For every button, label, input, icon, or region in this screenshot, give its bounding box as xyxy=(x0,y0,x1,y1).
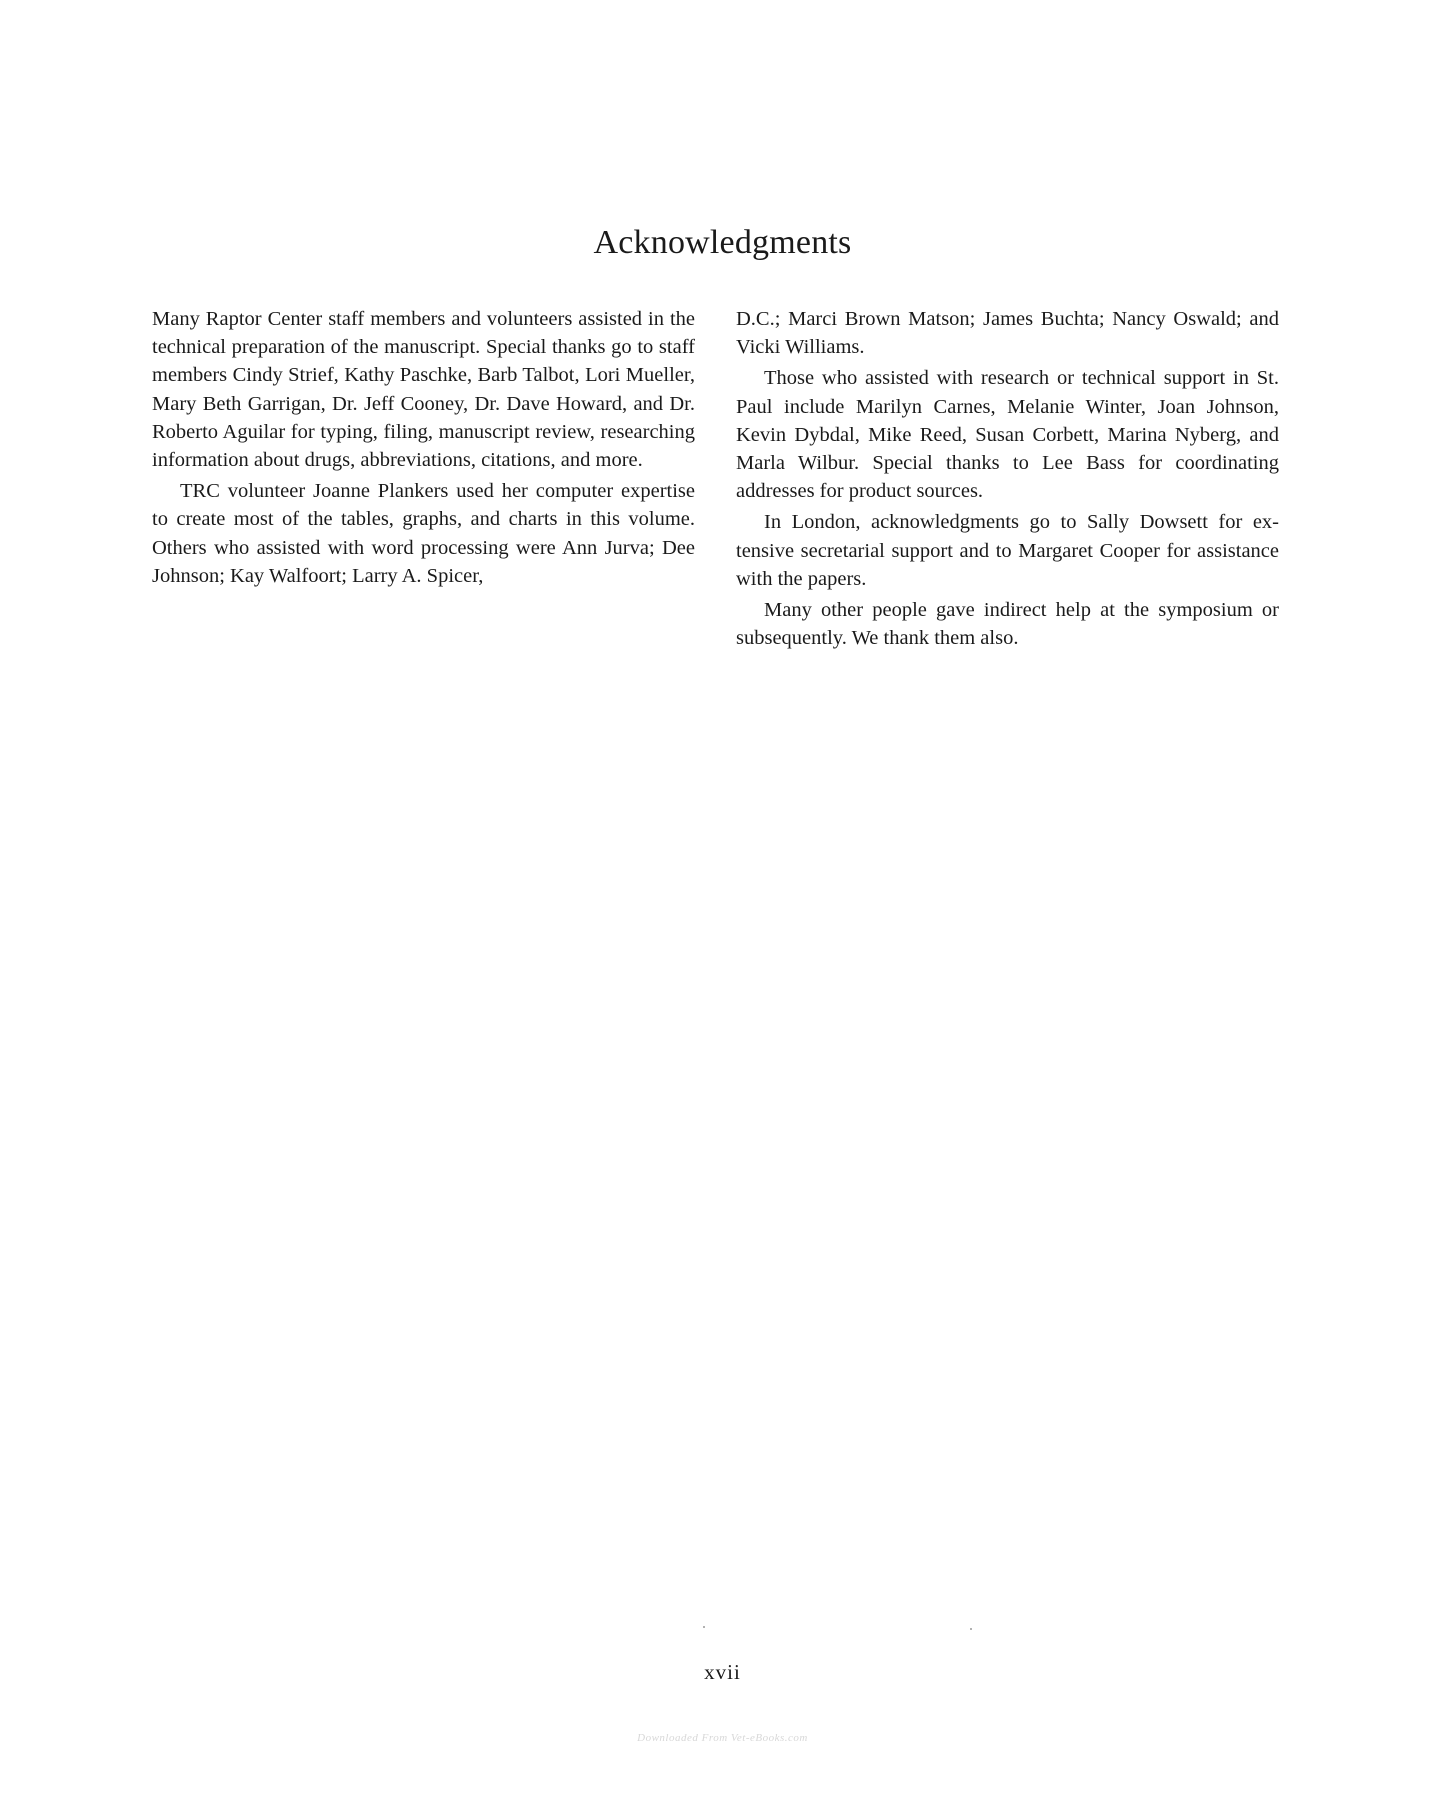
paragraph-continued-names: D.C.; Marci Brown Matson; James Buchta; Nancy Oswald; and Vicki Williams. xyxy=(736,308,1279,359)
scan-speck xyxy=(970,1628,972,1630)
left-column xyxy=(152,305,695,593)
paragraph-staff-thanks: Many Raptor Center staff members and volunteers assisted in the technical preparation of the manuscript. Special thanks go to staff members Cindy Strief, Kathy Paschke, Barb Talbot, Lori Mueller, Mary Beth Garrigan, Dr. Jeff Cooney, Dr. Dave Howard, and Dr. Roberto Aguilar for typing, filing, manuscript review, researching information about drugs, abbreviations, citations, and more. xyxy=(152,308,695,472)
paragraph-st-paul-support: Those who assisted with research or technical support in St. Paul include Marilyn Carnes, Melanie Winter, Joan Johnson, Kevin Dybdal, Mike Reed, Susan Corbett, Marina Nyberg, and Marla Wilbur. Special thanks to Lee Bass for coordinating addresses for product sources. xyxy=(736,367,1279,503)
right-column xyxy=(736,305,1279,655)
paragraph-closing-thanks: Many other people gave indirect help at the symposium or subsequently. We thank them also. xyxy=(736,599,1279,650)
watermark: Downloaded From Vet-eBooks.com xyxy=(637,1732,808,1744)
page-number: xvii xyxy=(704,1660,741,1684)
page-title: Acknowledgments xyxy=(593,224,852,261)
scan-speck xyxy=(703,1626,705,1628)
paragraph-volunteer-thanks: TRC volunteer Joanne Plankers used her computer expertise to create most of the tables, graphs, and charts in this volume. Others who assisted with word processing were Ann Jurva; Dee Johnson; Kay Walfoort; Larry A. Spicer, xyxy=(152,480,695,587)
paragraph-london-support: In London, acknowledgments go to Sally Dowsett for extensive secretarial support and to Margaret Cooper for assistance with the papers. xyxy=(736,511,1279,590)
